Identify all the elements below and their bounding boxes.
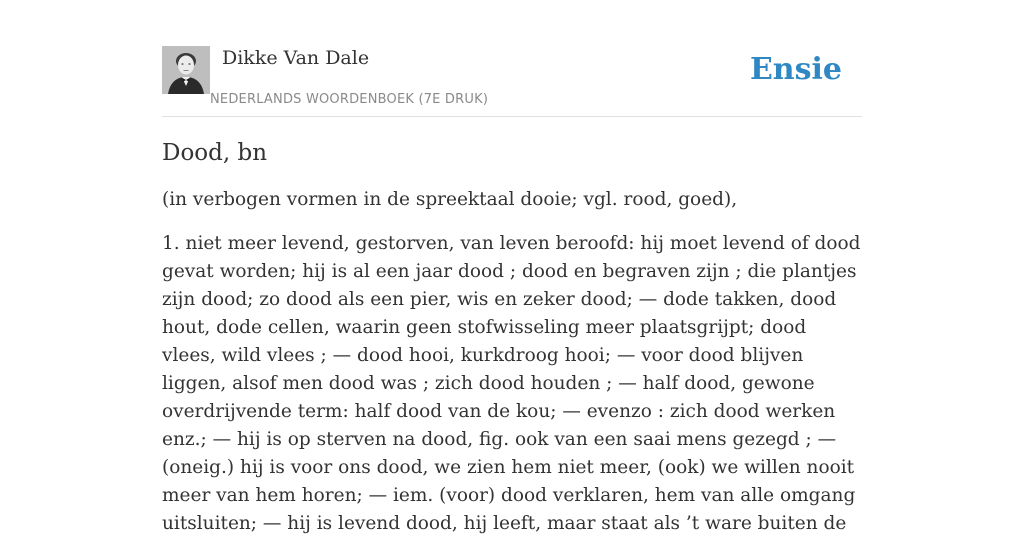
entry-intro: (in verbogen vormen in de spreektaal dooie; vgl. rood, goed),: [162, 189, 738, 210]
brand-logo[interactable]: Ensie: [749, 52, 842, 87]
entry-title: Dood, bn: [162, 140, 268, 166]
author-avatar[interactable]: [162, 46, 210, 94]
entry-content: [162, 136, 862, 538]
portrait-image: [162, 46, 210, 94]
author-name[interactable]: Dikke Van Dale: [222, 47, 370, 69]
site-header: [162, 46, 862, 117]
source-name[interactable]: NEDERLANDS WOORDENBOEK (7E DRUK): [210, 92, 489, 107]
entry-definition: 1. niet meer levend, gestorven, van leven beroofd: hij moet levend of dood gevat worden; hij is al een jaar dood ; dood en begraven zijn ; die plantjes zijn dood; zo dood als een pier, wis en zeker dood; — dode takken, dood hout, dode cellen, waarin geen stofwisseling meer plaatsgrijpt; dood vlees, wild vlees ; — dood hooi, kurkdroog hooi; — voor dood blijven liggen, alsof men dood was ; zich dood houden ; — half dood, gewone overdrijvende term: half dood van de kou; — evenzo : zich dood werken enz.; — hij is op sterven na dood, fig. ook van een saai mens gezegd ; — (oneig.) hij is voor ons dood, we zien hem niet meer, (ook) we willen nooit meer van hem horen; — iem. (voor) dood verklaren, hem van alle omgang uitsluiten; — hij is levend dood, hij leeft, maar staat als ’t ware buiten de: [162, 233, 861, 534]
